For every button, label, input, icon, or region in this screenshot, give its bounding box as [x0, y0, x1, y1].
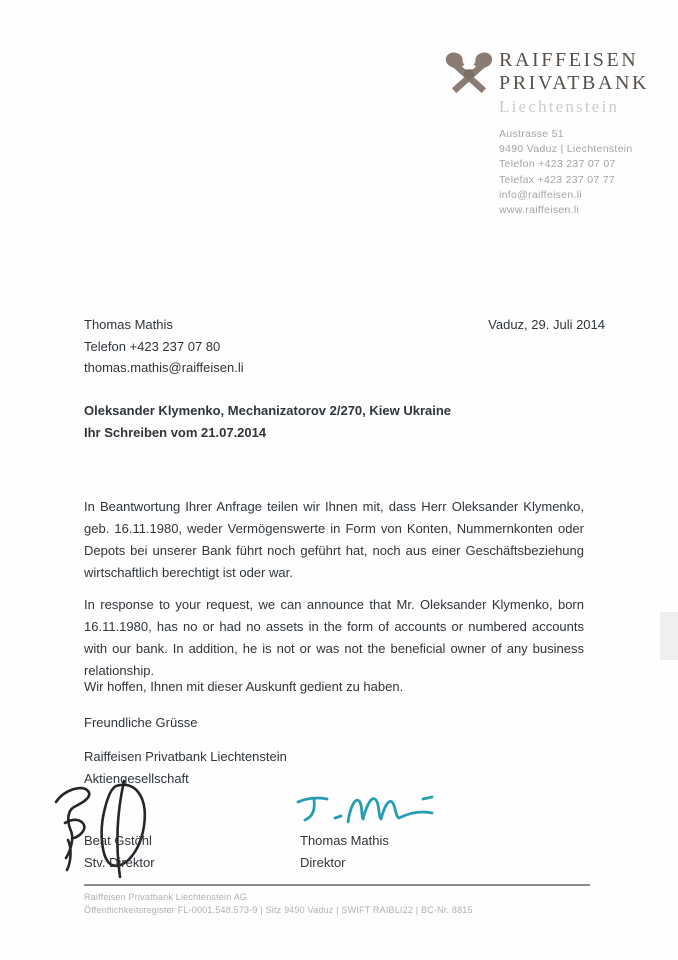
- brand-wordmark: [499, 49, 649, 117]
- footer-company: Raiffeisen Privatbank Liechtenstein AG: [84, 892, 248, 902]
- bank-city: 9490 Vaduz | Liechtenstein: [499, 143, 633, 156]
- paragraph-german: In Beantwortung Ihrer Anfrage teilen wir Ihnen mit, dass Herr Oleksander Klymenko, geb. 16.11.1980, weder Vermögenswerte in Form von Konten, Nummernkonten oder Depots bei unserer Bank führt noch geführt hat, noch aus einer Geschäftsbeziehung wirtschaftlich berechtigt ist oder war.: [84, 499, 584, 580]
- raiffeisen-gable-cross-icon: [443, 50, 495, 98]
- brand-line-privatbank: PRIVATBANK: [499, 72, 650, 94]
- paragraph-english: In response to your request, we can announce that Mr. Oleksander Klymenko, born 16.11.1980, has no or had no assets in the form of accounts or numbered accounts with our bank. In addition, he is not or was not the beneficial owner of any business relationship.: [84, 597, 584, 678]
- recipient-block: [84, 400, 451, 443]
- brand-line-raiffeisen: RAIFFEISEN: [499, 49, 639, 71]
- bank-website: www.raiffeisen.li: [499, 204, 580, 217]
- right-signatory-name: Thomas Mathis: [300, 833, 389, 848]
- bank-email: info@raiffeisen.li: [499, 188, 582, 201]
- sender-phone: Telefon +423 237 07 80: [84, 338, 221, 354]
- bank-address-block: [499, 127, 633, 218]
- dateline: Vaduz, 29. Juli 2014: [488, 317, 605, 332]
- reference-line: Ihr Schreiben vom 21.07.2014: [84, 424, 267, 440]
- bank-phone: Telefon +423 237 07 07: [499, 158, 616, 171]
- closing-line: Wir hoffen, Ihnen mit dieser Auskunft gedient zu haben.: [84, 679, 404, 694]
- salutation: Freundliche Grüsse: [84, 715, 198, 730]
- company-legal-form: Aktiengesellschaft: [84, 770, 189, 786]
- footer-divider: [84, 884, 590, 886]
- recipient-line: Oleksander Klymenko, Mechanizatorov 2/270, Kiew Ukraine: [84, 403, 452, 418]
- left-signatory-block: [84, 830, 155, 873]
- sender-email: thomas.mathis@raiffeisen.li: [84, 360, 244, 375]
- right-signatory-title: Direktor: [300, 854, 346, 870]
- brand-line-liechtenstein: Liechtenstein: [499, 97, 620, 116]
- bank-street: Austrasse 51: [499, 128, 564, 140]
- footer-block: [84, 891, 473, 917]
- left-signatory-title: Stv. Direktor: [84, 854, 155, 870]
- left-signatory-name: Beat Gstöhl: [84, 833, 152, 848]
- footer-registry: Öffentlichkeitsregister FL-0001.548.573-9 | Sitz 9490 Vaduz | SWIFT RAIBLI22 | BC-Nr. 8815: [84, 905, 473, 915]
- company-name: Raiffeisen Privatbank Liechtenstein: [84, 749, 287, 764]
- sender-contact-block: [84, 314, 244, 379]
- sender-name: Thomas Mathis: [84, 317, 173, 332]
- scan-artifact: [660, 612, 678, 660]
- right-signatory-block: [300, 830, 389, 873]
- bank-fax: Telefax +423 237 07 77: [499, 173, 616, 186]
